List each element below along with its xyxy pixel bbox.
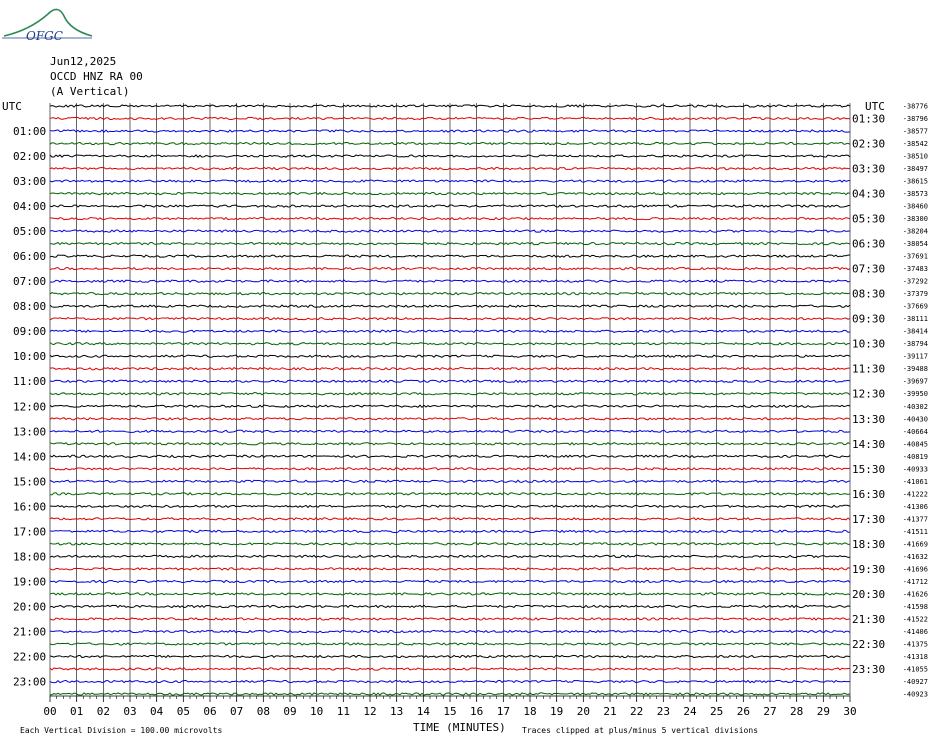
right-hour-label: 17:30 — [852, 512, 886, 526]
trace-offset-label: -37292 — [902, 277, 928, 286]
x-tick-label: 10 — [310, 705, 324, 718]
right-hour-label: 15:30 — [852, 462, 886, 476]
trace-offset-label: -38510 — [902, 152, 928, 161]
logo-text: OFGC — [26, 29, 63, 43]
trace-offset-label: -41318 — [902, 652, 928, 661]
left-hour-label: 01:00 — [13, 125, 47, 139]
trace-offset-label: -40664 — [902, 427, 928, 436]
left-hour-label: 07:00 — [13, 275, 47, 289]
x-tick-label: 09 — [283, 705, 297, 718]
trace-offset-label: -38414 — [902, 327, 928, 336]
left-hour-label: 08:00 — [13, 300, 47, 314]
trace-offset-label: -38615 — [902, 177, 928, 186]
trace-offset-label: -38796 — [902, 115, 928, 124]
trace-offset-label: -41061 — [902, 477, 928, 486]
left-hour-label: 05:00 — [13, 225, 47, 239]
x-tick-label: 22 — [630, 705, 644, 718]
x-tick-label: 14 — [416, 705, 430, 718]
component-label: (A Vertical) — [50, 85, 130, 98]
trace-offset-label: -41522 — [902, 615, 928, 624]
trace-offset-label: -39117 — [902, 352, 928, 361]
right-hour-label: 09:30 — [852, 312, 886, 326]
clip-note: Traces clipped at plus/minus 5 vertical divisions — [522, 726, 759, 735]
right-hour-labels — [852, 113, 885, 676]
left-hour-label: 11:00 — [13, 375, 47, 389]
trace-offset-label: -39488 — [902, 365, 928, 374]
x-axis-title: TIME (MINUTES) — [413, 721, 506, 734]
x-tick-label: 20 — [576, 705, 590, 718]
x-tick-label: 28 — [790, 705, 804, 718]
right-hour-label: 05:30 — [852, 212, 886, 226]
x-tick-label: 00 — [43, 705, 57, 718]
x-tick-label: 06 — [203, 705, 217, 718]
right-hour-label: 14:30 — [852, 437, 886, 451]
trace-offset-label: -38573 — [902, 190, 928, 199]
x-tick-label: 27 — [763, 705, 777, 718]
trace-offset-label: -38300 — [902, 215, 928, 224]
trace-offset-label: -38497 — [902, 165, 928, 174]
right-hour-label: 06:30 — [852, 237, 886, 251]
x-axis-ticks — [43, 696, 856, 718]
trace-offset-label: -41306 — [902, 502, 928, 511]
trace-offset-label: -41669 — [902, 540, 928, 549]
x-tick-label: 02 — [96, 705, 110, 718]
trace-offset-label: -38111 — [902, 315, 928, 324]
right-hour-label: 20:30 — [852, 587, 886, 601]
right-hour-label: 19:30 — [852, 562, 886, 576]
left-hour-label: 19:00 — [13, 575, 47, 589]
right-hour-label: 04:30 — [852, 187, 886, 201]
left-hour-label: 14:00 — [13, 450, 47, 464]
x-tick-label: 11 — [336, 705, 350, 718]
x-tick-label: 04 — [150, 705, 164, 718]
trace-offset-label: -41055 — [902, 665, 928, 674]
x-tick-label: 23 — [656, 705, 670, 718]
trace-offset-label: -40430 — [902, 415, 928, 424]
right-hour-label: 13:30 — [852, 412, 886, 426]
right-hour-label: 23:30 — [852, 662, 886, 676]
x-tick-label: 29 — [816, 705, 830, 718]
x-tick-label: 30 — [843, 705, 857, 718]
left-hour-label: 17:00 — [13, 525, 47, 539]
x-tick-label: 12 — [363, 705, 377, 718]
left-hour-label: 12:00 — [13, 400, 47, 414]
x-tick-label: 16 — [470, 705, 484, 718]
trace-offset-label: -37691 — [902, 252, 928, 261]
utc-right-label: UTC — [865, 100, 885, 113]
x-tick-label: 15 — [443, 705, 457, 718]
trace-offset-label: -38794 — [902, 340, 928, 349]
trace-offset-label: -39697 — [902, 377, 928, 386]
left-hour-label: 10:00 — [13, 350, 47, 364]
trace-offset-label: -41377 — [902, 515, 928, 524]
left-hour-label: 20:00 — [13, 600, 47, 614]
right-hour-label: 11:30 — [852, 362, 886, 376]
trace-offset-label: -41712 — [902, 577, 928, 586]
trace-offset-label: -40923 — [902, 690, 928, 699]
trace-offset-label: -41598 — [902, 602, 928, 611]
x-tick-label: 24 — [683, 705, 697, 718]
right-hour-label: 16:30 — [852, 487, 886, 501]
trace-offset-label: -41222 — [902, 490, 928, 499]
trace-offset-label: -37669 — [902, 302, 928, 311]
vertical-division-note: Each Vertical Division = 100.00 microvolts — [20, 726, 223, 735]
trace-offset-label: -38460 — [902, 202, 928, 211]
right-hour-label: 07:30 — [852, 262, 886, 276]
left-hour-label: 06:00 — [13, 250, 47, 264]
right-hour-label: 10:30 — [852, 337, 886, 351]
right-hour-label: 01:30 — [852, 112, 886, 126]
x-tick-label: 07 — [230, 705, 244, 718]
station-code: OCCD HNZ RA 00 — [50, 70, 143, 83]
left-hour-label: 15:00 — [13, 475, 47, 489]
trace-offset-label: -40845 — [902, 440, 928, 449]
left-hour-label: 09:00 — [13, 325, 47, 339]
trace-offset-label: -41632 — [902, 552, 928, 561]
trace-offset-label: -38054 — [902, 240, 928, 249]
x-tick-label: 21 — [603, 705, 617, 718]
x-tick-label: 17 — [496, 705, 510, 718]
trace-offset-label: -41511 — [902, 527, 928, 536]
right-hour-label: 12:30 — [852, 387, 886, 401]
trace-offset-label: -41406 — [902, 627, 928, 636]
right-hour-label: 21:30 — [852, 612, 886, 626]
left-hour-label: 02:00 — [13, 150, 47, 164]
left-hour-label: 18:00 — [13, 550, 47, 564]
left-hour-label: 16:00 — [13, 500, 47, 514]
ofgc-logo — [2, 9, 92, 43]
trace-offset-label: -40933 — [902, 465, 928, 474]
chart-date: Jun12,2025 — [50, 55, 117, 68]
trace-offset-label: -39950 — [902, 390, 928, 399]
x-tick-label: 26 — [736, 705, 750, 718]
left-hour-label: 21:00 — [13, 625, 47, 639]
trace-offset-label: -37483 — [902, 265, 928, 274]
left-hour-label: 03:00 — [13, 175, 47, 189]
right-hour-label: 18:30 — [852, 537, 886, 551]
x-tick-label: 18 — [523, 705, 537, 718]
left-hour-label: 04:00 — [13, 200, 47, 214]
trace-offset-label: -41375 — [902, 640, 928, 649]
left-hour-label: 23:00 — [13, 675, 47, 689]
trace-offset-label: -38542 — [902, 140, 928, 149]
right-hour-label: 02:30 — [852, 137, 886, 151]
x-tick-label: 03 — [123, 705, 137, 718]
x-tick-label: 05 — [176, 705, 190, 718]
trace-offset-label: -41626 — [902, 590, 928, 599]
x-tick-label: 01 — [70, 705, 84, 718]
x-tick-label: 08 — [256, 705, 270, 718]
left-hour-label: 22:00 — [13, 650, 47, 664]
right-hour-label: 22:30 — [852, 637, 886, 651]
trace-offset-label: -37379 — [902, 290, 928, 299]
utc-left-label: UTC — [2, 100, 22, 113]
trace-offset-label: -40819 — [902, 452, 928, 461]
trace-offset-label: -40302 — [902, 402, 928, 411]
x-tick-label: 13 — [390, 705, 404, 718]
trace-offset-labels — [903, 103, 928, 699]
left-hour-labels — [13, 125, 46, 688]
right-hour-label: 08:30 — [852, 287, 886, 301]
left-hour-label: 13:00 — [13, 425, 47, 439]
x-tick-label: 25 — [710, 705, 724, 718]
trace-offset-label: -38204 — [902, 227, 928, 236]
x-tick-label: 19 — [550, 705, 564, 718]
right-hour-label: 03:30 — [852, 162, 886, 176]
trace-offset-label: -41696 — [902, 565, 928, 574]
trace-offset-label: -38776 — [902, 102, 928, 111]
trace-offset-label: -40927 — [902, 677, 928, 686]
trace-offset-label: -38577 — [902, 127, 928, 136]
